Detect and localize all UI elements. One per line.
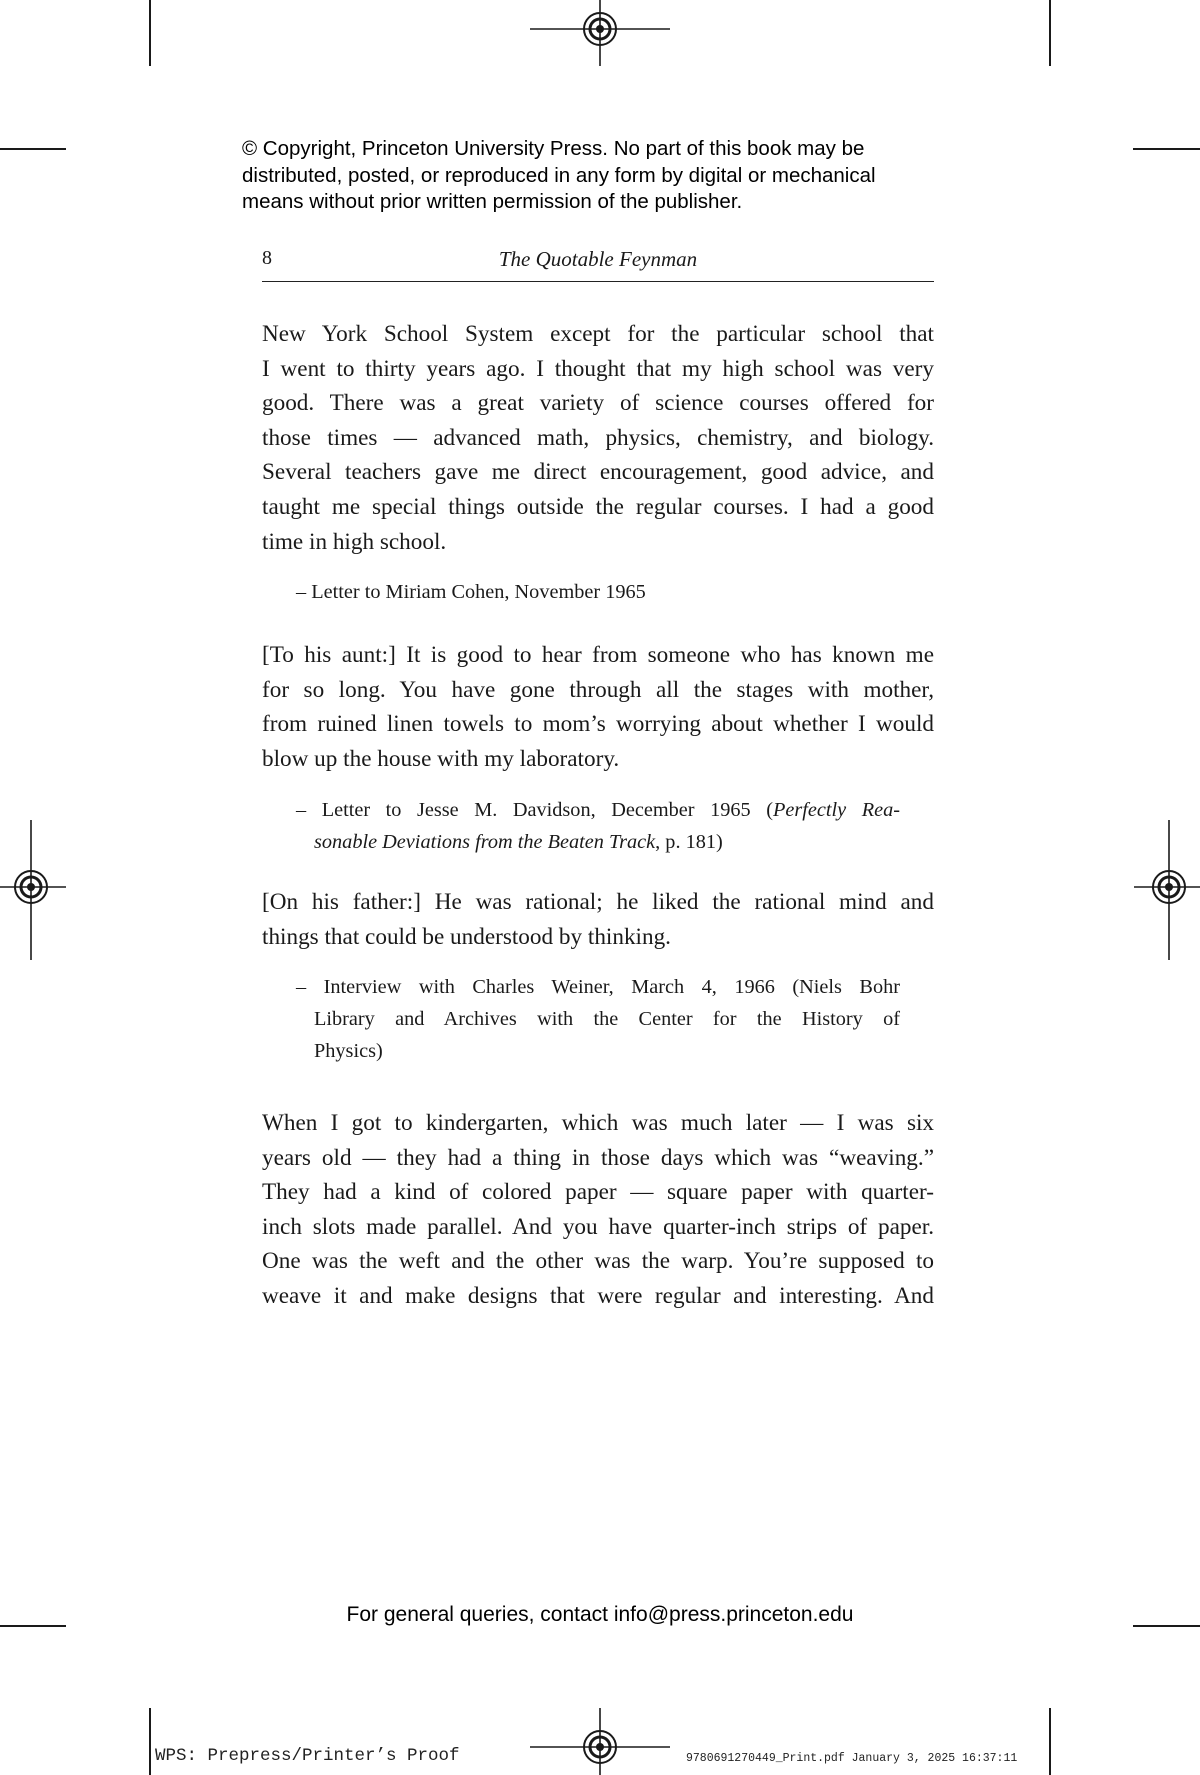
source-line: – Interview with Charles Weiner, March 4, 1966 (Niels Bohr	[296, 976, 900, 998]
text-line: One was the weft and the other was the warp. You’re supposed to	[262, 1248, 934, 1275]
crop-mark	[149, 0, 151, 66]
text-line: [On his father:] He was rational; he liked the rational mind and	[262, 889, 934, 915]
source-line: Library and Archives with the Center for the History of	[314, 1008, 900, 1030]
registration-mark-icon	[530, 0, 670, 66]
text-line: for so long. You have gone through all the stages with mother,	[262, 676, 934, 703]
proof-slug: WPS: Prepress/Printer’s Proof	[155, 1746, 460, 1766]
running-head	[262, 247, 934, 282]
quote-paragraph	[262, 317, 934, 559]
text-line: those times — advanced math, physics, chemistry, and biology.	[262, 424, 934, 451]
text-line: When I got to kindergarten, which was much later — I was six	[262, 1110, 934, 1136]
registration-mark-icon	[0, 820, 66, 960]
text-line: New York School System except for the particular school that	[262, 321, 934, 347]
text-line: [To his aunt:] It is good to hear from someone who has known me	[262, 642, 934, 668]
text-line: blow up the house with my laboratory.	[262, 745, 620, 772]
crop-mark	[1049, 0, 1051, 66]
running-title: The Quotable Feynman	[498, 247, 698, 271]
source-line: – Letter to Miriam Cohen, November 1965	[296, 581, 646, 603]
registration-mark-icon	[530, 1708, 670, 1775]
text-line: from ruined linen towels to mom’s worrying about whether I would	[262, 711, 934, 738]
crop-mark	[149, 1708, 151, 1775]
text-line: years old — they had a thing in those days which was “weaving.”	[262, 1144, 934, 1171]
registration-mark-icon	[1134, 820, 1200, 960]
text-line: time in high school.	[262, 528, 447, 555]
quote-paragraph	[262, 885, 934, 954]
text-line: Several teachers gave me direct encouragement, good advice, and	[262, 459, 934, 486]
source-line: Physics)	[314, 1040, 383, 1062]
text-line: taught me special things outside the regular courses. I had a good	[262, 493, 934, 520]
text-line: They had a kind of colored paper — square paper with quarter-	[262, 1179, 934, 1206]
source-text: – Letter to Jesse M. Davidson, December 1965 (	[296, 799, 773, 821]
text-line: good. There was a great variety of science courses offered for	[262, 390, 934, 417]
copyright-line: © Copyright, Princeton University Press. No part of this book may be	[242, 137, 865, 160]
source-line	[296, 826, 900, 858]
text-line: weave it and make designs that were regular and interesting. And	[262, 1282, 934, 1309]
file-slug: 9780691270449_Print.pdf January 3, 2025 16:37:11	[686, 1752, 1018, 1765]
copyright-notice	[242, 136, 982, 216]
crop-mark	[0, 148, 66, 150]
quote-paragraph	[262, 638, 934, 776]
text-line: inch slots made parallel. And you have quarter-inch strips of paper.	[262, 1213, 934, 1240]
copyright-line: means without prior written permission of the publisher.	[242, 190, 743, 213]
page-number: 8	[262, 247, 272, 269]
source-text: , p. 181)	[655, 831, 723, 853]
crop-mark	[1133, 148, 1200, 150]
source-line	[296, 794, 900, 826]
quote-paragraph	[262, 1106, 934, 1314]
general-queries-note: For general queries, contact info@press.princeton.edu	[346, 1603, 854, 1626]
copyright-line: distributed, posted, or reproduced in any form by digital or mechanical	[242, 163, 876, 187]
source-title-italic: Perfectly Rea-	[772, 799, 900, 821]
crop-mark	[1049, 1708, 1051, 1775]
text-line: things that could be understood by thinking.	[262, 923, 671, 950]
quote-source	[296, 794, 900, 858]
text-line: I went to thirty years ago. I thought that my high school was very	[262, 355, 934, 382]
quote-source	[296, 971, 900, 1067]
source-title-italic: sonable Deviations from the Beaten Track	[314, 831, 656, 853]
quote-source	[296, 576, 900, 608]
